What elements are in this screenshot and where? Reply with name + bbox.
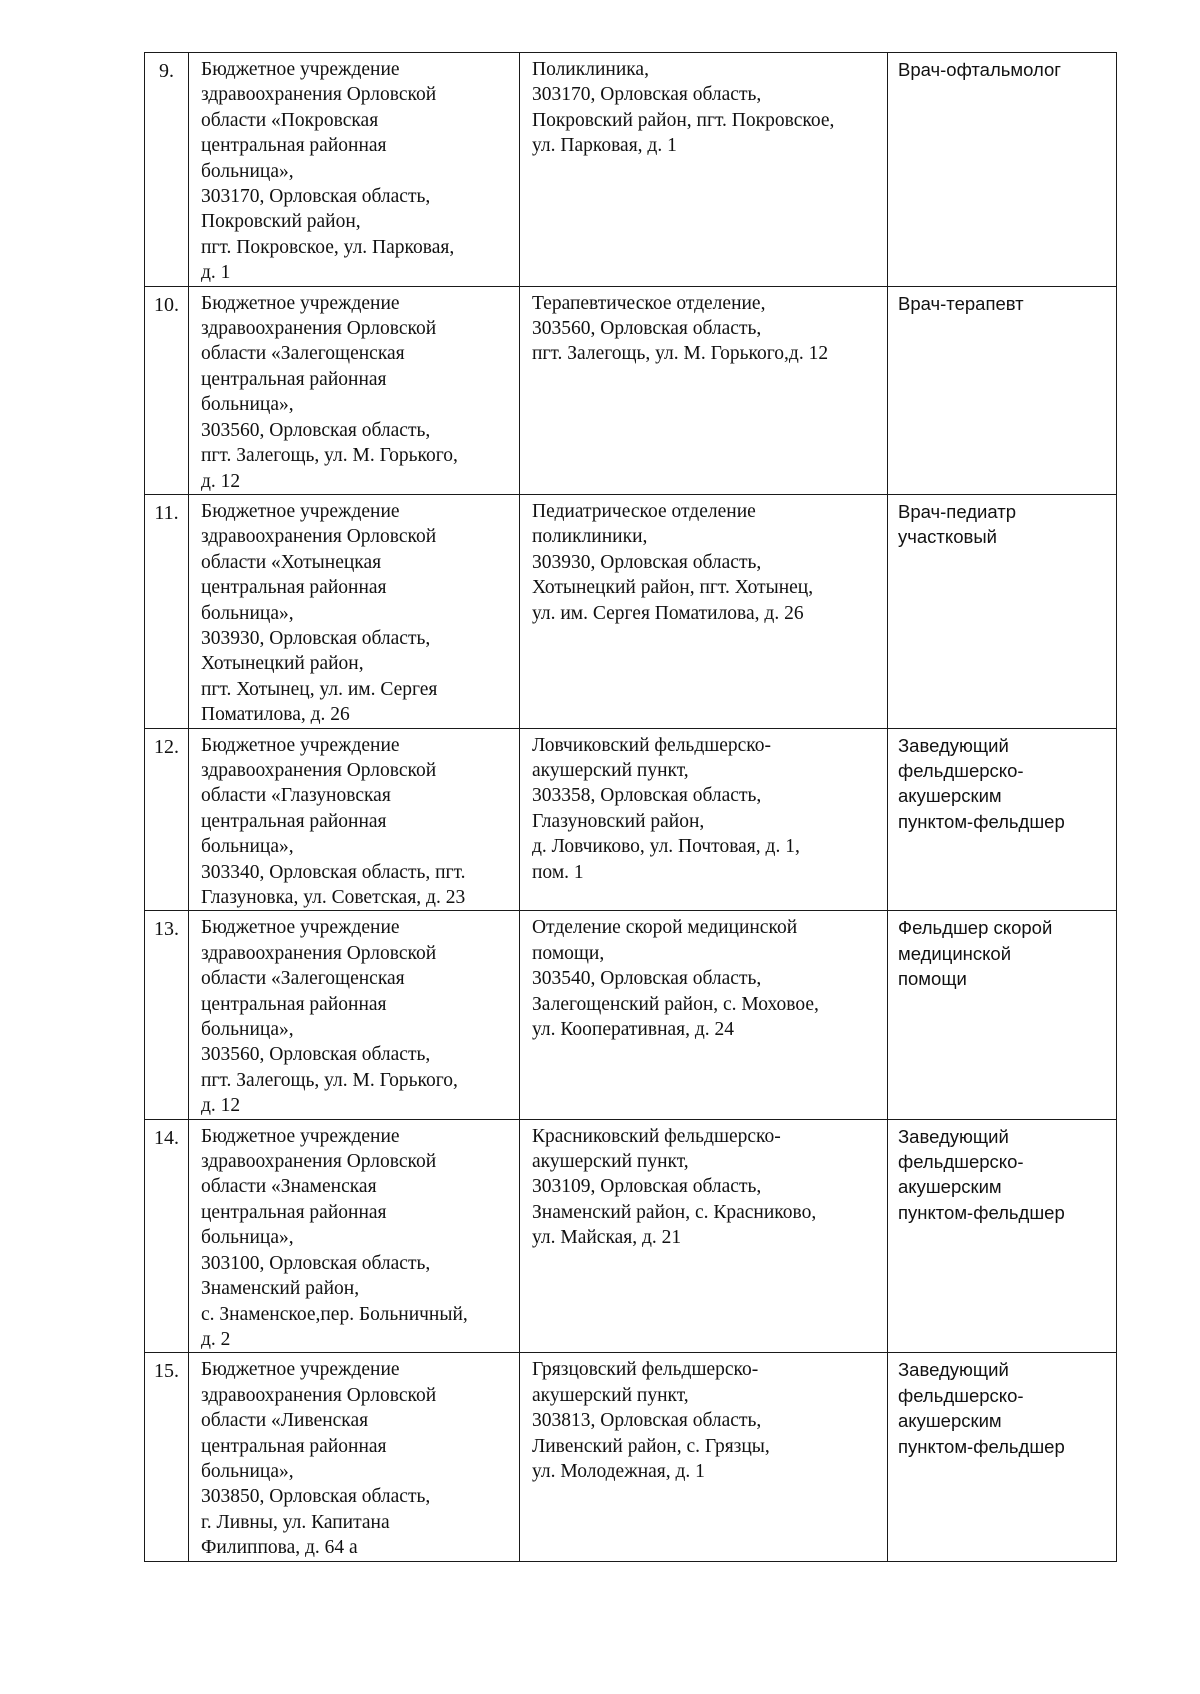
position-line: Врач-офтальмолог (898, 59, 1062, 80)
unit-address-line: ул. им. Сергея Поматилова, д. 26 (532, 602, 804, 624)
position-cell (888, 728, 1117, 911)
organization-cell (189, 911, 520, 1119)
organization-line: больница», (201, 836, 294, 858)
organization-line: области «Залегощенская (201, 343, 405, 365)
organization-line: д. 1 (201, 262, 231, 284)
unit-address-cell (520, 53, 888, 287)
position-line: участковый (898, 526, 997, 548)
organization-cell (189, 728, 520, 911)
position-cell (888, 494, 1117, 728)
row-number: 14. (145, 1119, 189, 1353)
organization-line: области «Ливенская (201, 1410, 369, 1432)
position-line: Фельдшер скорой (898, 917, 1053, 939)
table-row (145, 728, 1117, 911)
row-number: 9. (145, 53, 189, 287)
organization-line: 303930, Орловская область, (201, 627, 431, 649)
unit-address-line: Поликлиника, (532, 59, 649, 80)
organization-line: здравоохранения Орловской (201, 942, 437, 964)
unit-address-line: Глазуновский район, (532, 810, 705, 832)
position-cell (888, 911, 1117, 1119)
organization-line: здравоохранения Орловской (201, 84, 437, 106)
table-row (145, 494, 1117, 728)
table-body (145, 53, 1117, 1562)
organization-line: Бюджетное учреждение (201, 734, 400, 756)
unit-address-line: Красниковский фельдшерско- (532, 1125, 781, 1147)
organization-line: пгт. Залегощь, ул. М. Горького, (201, 445, 458, 467)
organization-line: Бюджетное учреждение (201, 1359, 400, 1381)
organization-line: Бюджетное учреждение (201, 500, 400, 522)
organization-line: пгт. Залегощь, ул. М. Горького, (201, 1069, 458, 1091)
organization-line: д. 2 (201, 1328, 231, 1350)
position-cell (888, 1353, 1117, 1561)
position-line: Врач-педиатр (898, 500, 1016, 522)
unit-address-line: Ливенский район, с. Грязцы, (532, 1435, 770, 1457)
unit-address-cell (520, 286, 888, 494)
unit-address-line: поликлиники, (532, 526, 648, 548)
organization-line: области «Залегощенская (201, 968, 405, 990)
organization-line: здравоохранения Орловской (201, 759, 437, 781)
unit-address-line: Залегощенский район, с. Моховое, (532, 993, 819, 1015)
position-line: акушерским (898, 1410, 1002, 1432)
unit-address-line: Хотынецкий район, пгт. Хотынец, (532, 577, 814, 599)
unit-address-cell (520, 911, 888, 1119)
organization-line: 303560, Орловская область, (201, 1044, 431, 1066)
organization-cell (189, 1119, 520, 1353)
position-cell (888, 53, 1117, 287)
unit-address-line: пом. 1 (532, 861, 584, 883)
position-line: Заведующий (898, 1359, 1009, 1381)
organization-line: с. Знаменское,пер. Больничный, (201, 1303, 468, 1325)
organization-line: здравоохранения Орловской (201, 318, 437, 340)
unit-address-line: 303930, Орловская область, (532, 551, 762, 573)
position-cell (888, 286, 1117, 494)
organization-line: г. Ливны, ул. Капитана (201, 1511, 390, 1533)
position-line: Врач-терапевт (898, 292, 1024, 314)
organization-line: больница», (201, 394, 294, 416)
organization-cell (189, 53, 520, 287)
organization-line: пгт. Хотынец, ул. им. Сергея (201, 678, 438, 700)
organization-line: центральная районная (201, 577, 387, 599)
unit-address-cell (520, 494, 888, 728)
unit-address-line: ул. Кооперативная, д. 24 (532, 1019, 735, 1041)
organization-line: Бюджетное учреждение (201, 59, 400, 80)
row-number: 11. (145, 494, 189, 728)
row-number: 13. (145, 911, 189, 1119)
document-table (144, 52, 1117, 1562)
organization-line: области «Хотынецкая (201, 551, 382, 573)
organization-line: центральная районная (201, 135, 387, 157)
position-line: медицинской (898, 942, 1012, 964)
organization-line: 303850, Орловская область, (201, 1486, 431, 1508)
organization-line: здравоохранения Орловской (201, 526, 437, 548)
position-line: пунктом-фельдшер (898, 1201, 1065, 1223)
table-row (145, 53, 1117, 287)
unit-address-line: 303109, Орловская область, (532, 1176, 762, 1198)
organization-line: 303560, Орловская область, (201, 419, 431, 441)
organization-line: центральная районная (201, 810, 387, 832)
organization-line: здравоохранения Орловской (201, 1384, 437, 1406)
organization-line: Бюджетное учреждение (201, 917, 400, 939)
unit-address-line: помощи, (532, 942, 605, 964)
position-line: Заведующий (898, 1125, 1009, 1147)
organization-line: области «Глазуновская (201, 785, 391, 807)
organization-line: центральная районная (201, 368, 387, 390)
unit-address-line: акушерский пункт, (532, 759, 689, 781)
position-line: пунктом-фельдшер (898, 810, 1065, 832)
position-cell (888, 1119, 1117, 1353)
organization-line: больница», (201, 1227, 294, 1249)
organization-line: д. 12 (201, 1095, 241, 1117)
organization-line: центральная районная (201, 993, 387, 1015)
organization-line: больница», (201, 160, 294, 182)
organization-line: Поматилова, д. 26 (201, 704, 350, 726)
unit-address-line: 303540, Орловская область, (532, 968, 762, 990)
organization-line: здравоохранения Орловской (201, 1151, 437, 1173)
unit-address-line: пгт. Залегощь, ул. М. Горького,д. 12 (532, 343, 829, 365)
organization-line: Знаменский район, (201, 1278, 360, 1300)
organization-line: д. 12 (201, 470, 241, 492)
organization-line: центральная районная (201, 1435, 387, 1457)
row-number: 15. (145, 1353, 189, 1561)
row-number: 10. (145, 286, 189, 494)
organization-line: больница», (201, 1019, 294, 1041)
unit-address-line: ул. Молодежная, д. 1 (532, 1460, 705, 1482)
unit-address-line: Отделение скорой медицинской (532, 917, 798, 939)
unit-address-line: Покровский район, пгт. Покровское, (532, 109, 835, 131)
organization-line: Покровский район, (201, 211, 361, 233)
organization-line: 303340, Орловская область, пгт. (201, 861, 466, 883)
row-number: 12. (145, 728, 189, 911)
unit-address-line: 303358, Орловская область, (532, 785, 762, 807)
unit-address-line: 303170, Орловская область, (532, 84, 762, 106)
unit-address-cell (520, 728, 888, 911)
unit-address-line: д. Ловчиково, ул. Почтовая, д. 1, (532, 836, 800, 858)
organization-line: 303100, Орловская область, (201, 1252, 431, 1274)
organization-line: Бюджетное учреждение (201, 1125, 400, 1147)
organization-line: больница», (201, 1460, 294, 1482)
position-line: акушерским (898, 785, 1002, 807)
organization-line: области «Покровская (201, 109, 379, 131)
unit-address-cell (520, 1353, 888, 1561)
table-row (145, 911, 1117, 1119)
organization-cell (189, 1353, 520, 1561)
unit-address-line: Грязцовский фельдшерско- (532, 1359, 759, 1381)
position-line: Заведующий (898, 734, 1009, 756)
position-line: помощи (898, 968, 967, 990)
unit-address-line: акушерский пункт, (532, 1384, 689, 1406)
unit-address-line: акушерский пункт, (532, 1151, 689, 1173)
organization-cell (189, 494, 520, 728)
position-line: акушерским (898, 1176, 1002, 1198)
organization-line: больница», (201, 602, 294, 624)
position-line: фельдшерско- (898, 1384, 1024, 1406)
organization-line: Филиппова, д. 64 а (201, 1537, 358, 1559)
organization-line: области «Знаменская (201, 1176, 377, 1198)
table-row (145, 286, 1117, 494)
organization-cell (189, 286, 520, 494)
table-row (145, 1119, 1117, 1353)
organization-line: Хотынецкий район, (201, 653, 364, 675)
table-row (145, 1353, 1117, 1561)
organization-line: пгт. Покровское, ул. Парковая, (201, 236, 455, 258)
unit-address-line: ул. Парковая, д. 1 (532, 135, 677, 157)
unit-address-line: 303560, Орловская область, (532, 318, 762, 340)
unit-address-line: 303813, Орловская область, (532, 1410, 762, 1432)
organization-line: 303170, Орловская область, (201, 186, 431, 208)
unit-address-line: Знаменский район, с. Красниково, (532, 1201, 817, 1223)
organization-line: Глазуновка, ул. Советская, д. 23 (201, 887, 466, 908)
unit-address-cell (520, 1119, 888, 1353)
unit-address-line: Терапевтическое отделение, (532, 292, 766, 314)
position-line: фельдшерско- (898, 759, 1024, 781)
unit-address-line: Педиатрическое отделение (532, 500, 756, 522)
organization-line: центральная районная (201, 1201, 387, 1223)
unit-address-line: Ловчиковский фельдшерско- (532, 734, 772, 756)
position-line: фельдшерско- (898, 1151, 1024, 1173)
position-line: пунктом-фельдшер (898, 1435, 1065, 1457)
unit-address-line: ул. Майская, д. 21 (532, 1227, 682, 1249)
organization-line: Бюджетное учреждение (201, 292, 400, 314)
